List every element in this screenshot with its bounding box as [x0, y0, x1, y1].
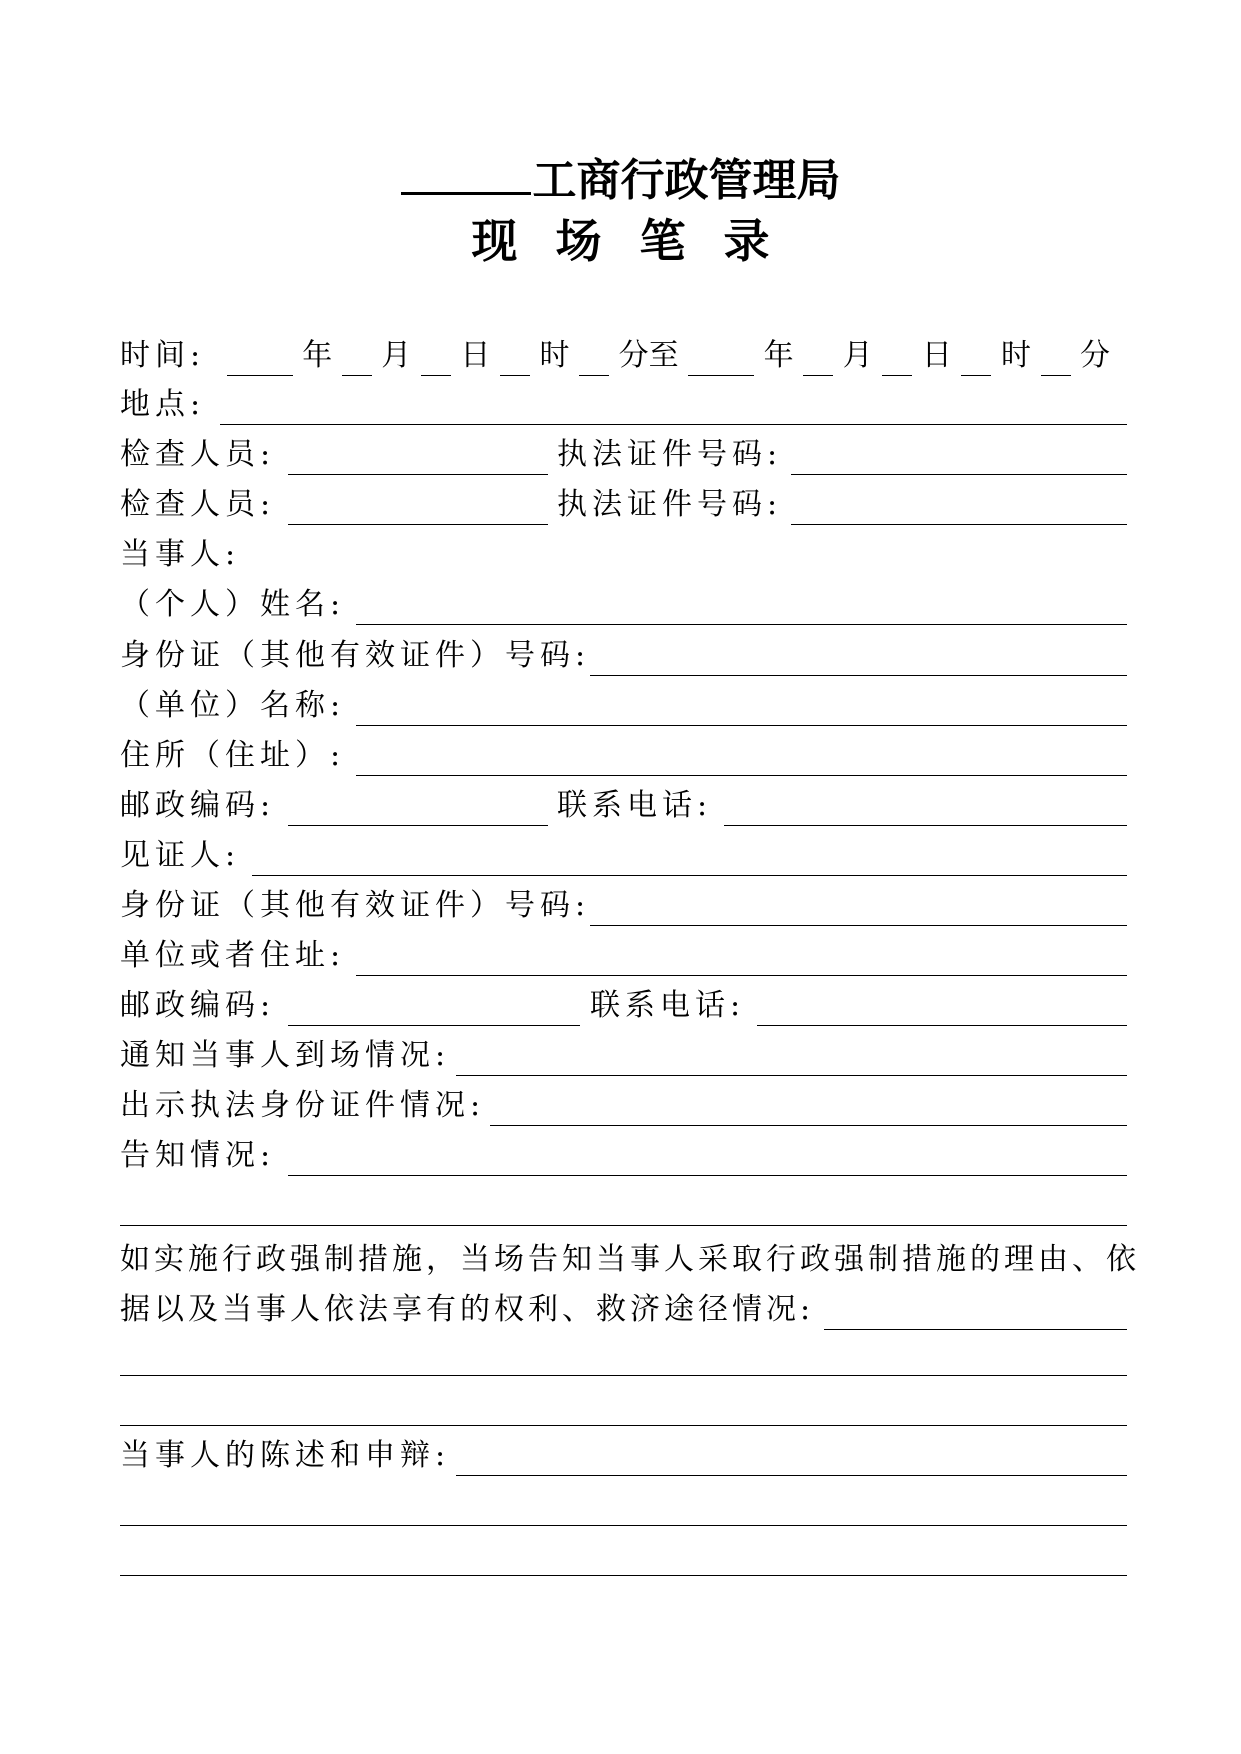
phone-label: 联系电话:	[557, 788, 713, 823]
party-row	[120, 535, 1127, 575]
postcode-phone-row-2	[120, 986, 1127, 1026]
id-no-label: 身份证（其他有效证件）号码:	[120, 638, 591, 673]
inspector-label: 检查人员:	[120, 487, 276, 522]
document-title: 现场笔录	[471, 214, 808, 268]
start-hour-blank[interactable]	[500, 341, 530, 376]
coercive-field[interactable]	[824, 1329, 1127, 1330]
day-label: 日	[460, 338, 491, 373]
end-month-blank[interactable]	[803, 341, 833, 376]
cert-no-label: 执法证件号码:	[557, 487, 783, 522]
phone-field-2[interactable]	[757, 1025, 1127, 1026]
year-label-2: 年	[763, 338, 794, 373]
witness-id-no-row	[120, 886, 1127, 926]
start-year-blank[interactable]	[227, 341, 293, 376]
unit-or-address-field[interactable]	[356, 975, 1127, 976]
month-label-2: 月	[842, 338, 873, 373]
coercive-field-line-3[interactable]	[120, 1425, 1127, 1426]
notify-presence-row	[120, 1036, 1127, 1076]
unit-name-label: （单位）名称:	[120, 688, 346, 723]
start-day-blank[interactable]	[421, 341, 451, 376]
notify-presence-label: 通知当事人到场情况:	[120, 1038, 451, 1073]
agency-title	[0, 152, 1241, 207]
place-label: 地点:	[120, 387, 206, 422]
id-no-field[interactable]	[590, 675, 1127, 676]
witness-field[interactable]	[252, 875, 1127, 876]
agency-suffix: 工商行政管理局	[532, 155, 841, 206]
coercive-row-2	[120, 1290, 1127, 1330]
time-label: 时间:	[120, 338, 206, 373]
inform-field-line-2[interactable]	[120, 1225, 1127, 1226]
postcode-label: 邮政编码:	[120, 988, 276, 1023]
id-no-label: 身份证（其他有效证件）号码:	[120, 888, 591, 923]
postcode-label: 邮政编码:	[120, 788, 276, 823]
end-hour-blank[interactable]	[961, 341, 991, 376]
start-month-blank[interactable]	[342, 341, 372, 376]
unit-name-row	[120, 686, 1127, 726]
statement-label: 当事人的陈述和申辩:	[120, 1438, 451, 1473]
coercive-field-line-2[interactable]	[120, 1375, 1127, 1376]
inform-label: 告知情况:	[120, 1138, 276, 1173]
agency-name-blank[interactable]	[401, 152, 531, 195]
end-minute-blank[interactable]	[1041, 341, 1071, 376]
notify-presence-field[interactable]	[456, 1075, 1127, 1076]
person-name-field[interactable]	[356, 624, 1127, 625]
month-label: 月	[381, 338, 412, 373]
minute-to-label: 分至	[618, 338, 679, 373]
inspector-label: 检查人员:	[120, 437, 276, 472]
witness-label: 见证人:	[120, 838, 241, 873]
id-no-row	[120, 636, 1127, 676]
coercive-text-line-2: 据以及当事人依法享有的权利、救济途径情况:	[120, 1292, 815, 1327]
statement-field-line-2[interactable]	[120, 1525, 1127, 1526]
unit-or-address-row	[120, 936, 1127, 976]
statement-field[interactable]	[456, 1475, 1127, 1476]
statement-row	[120, 1436, 1127, 1476]
inform-row	[120, 1136, 1127, 1176]
time-row	[120, 336, 1110, 376]
hour-label-2: 时	[1000, 338, 1031, 373]
end-day-blank[interactable]	[882, 341, 912, 376]
show-cert-label: 出示执法身份证件情况:	[120, 1088, 486, 1123]
inspector-field-1[interactable]	[288, 474, 548, 475]
residence-row	[120, 736, 1127, 776]
postcode-field-1[interactable]	[288, 825, 548, 826]
minute-label: 分	[1080, 338, 1111, 373]
phone-field-1[interactable]	[724, 825, 1127, 826]
end-year-blank[interactable]	[688, 341, 754, 376]
person-name-row	[120, 585, 1127, 625]
residence-field[interactable]	[356, 775, 1127, 776]
show-cert-field[interactable]	[490, 1125, 1127, 1126]
inspector-row-1	[120, 435, 1127, 475]
cert-no-field-2[interactable]	[791, 524, 1127, 525]
place-row	[120, 385, 1127, 425]
person-name-label: （个人）姓名:	[120, 587, 346, 622]
statement-field-line-3[interactable]	[120, 1575, 1127, 1576]
cert-no-label: 执法证件号码:	[557, 437, 783, 472]
cert-no-field-1[interactable]	[791, 474, 1127, 475]
postcode-field-2[interactable]	[288, 1025, 580, 1026]
witness-id-no-field[interactable]	[590, 925, 1127, 926]
inspector-field-2[interactable]	[288, 524, 548, 525]
unit-or-address-label: 单位或者住址:	[120, 938, 346, 973]
residence-label: 住所（住址）:	[120, 738, 346, 773]
start-minute-blank[interactable]	[579, 341, 609, 376]
hour-label: 时	[539, 338, 570, 373]
party-label: 当事人:	[120, 537, 241, 572]
year-label: 年	[302, 338, 333, 373]
inspector-row-2	[120, 485, 1127, 525]
place-field[interactable]	[220, 424, 1127, 425]
witness-row	[120, 836, 1127, 876]
day-label-2: 日	[921, 338, 952, 373]
inform-field[interactable]	[288, 1175, 1127, 1176]
phone-label: 联系电话:	[590, 988, 746, 1023]
postcode-phone-row-1	[120, 786, 1127, 826]
coercive-text-line-1: 如实施行政强制措施，当场告知当事人采取行政强制措施的理由、依	[120, 1242, 1140, 1277]
show-cert-row	[120, 1086, 1127, 1126]
unit-name-field[interactable]	[356, 725, 1127, 726]
